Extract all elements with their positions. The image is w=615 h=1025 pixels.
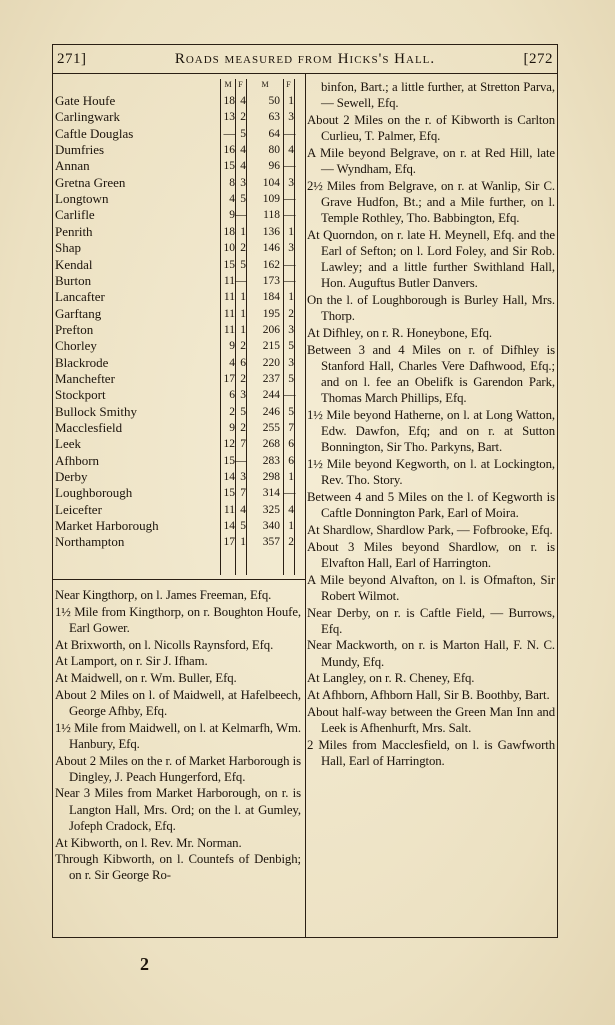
total-miles: 268 xyxy=(262,438,280,451)
total-furlongs: 2 xyxy=(288,536,294,549)
place-name: Derby xyxy=(55,469,88,485)
table-row xyxy=(55,534,305,550)
furlongs: — xyxy=(235,454,247,467)
table-row xyxy=(55,322,305,338)
miles: 4 xyxy=(229,193,235,206)
furlongs: 1 xyxy=(240,225,246,238)
table-row xyxy=(55,436,305,452)
total-furlongs: 4 xyxy=(288,144,294,157)
place-name: Penrith xyxy=(55,223,93,239)
furlongs: 5 xyxy=(240,127,246,140)
total-miles: 118 xyxy=(263,209,280,222)
total-miles: 63 xyxy=(268,111,280,124)
col-head-miles: M xyxy=(224,80,232,89)
furlongs: 2 xyxy=(240,372,246,385)
note-entry: At Lamport, on r. Sir J. Ifham. xyxy=(55,654,208,669)
furlongs: 2 xyxy=(240,340,246,353)
furlongs: 6 xyxy=(240,356,246,369)
note-entry: About 2 Miles on the r. of Market Harborough is Dingley, J. Peach Hungerford, Efq. xyxy=(55,753,301,784)
furlongs: 2 xyxy=(240,111,246,124)
total-miles: 220 xyxy=(262,356,280,369)
total-furlongs: 1 xyxy=(288,225,294,238)
miles: 15 xyxy=(223,160,235,173)
total-furlongs: 5 xyxy=(288,372,294,385)
total-miles: 246 xyxy=(262,405,280,418)
miles: 12 xyxy=(223,438,235,451)
total-miles: 255 xyxy=(262,422,280,434)
note-entry: About 2 Miles on l. of Maidwell, at Hafelbeech, George Afhby, Efq. xyxy=(55,687,301,718)
miles: 15 xyxy=(223,487,235,500)
total-miles: 206 xyxy=(262,323,280,336)
note-continuation: binfon, Bart.; a little further, at Stretton Parva, — Sewell, Efq. xyxy=(321,80,555,111)
furlongs: 4 xyxy=(240,95,246,107)
place-name: Prefton xyxy=(55,321,94,337)
place-name: Leek xyxy=(55,436,81,452)
place-name: Carlingwark xyxy=(55,109,120,125)
furlongs: 2 xyxy=(240,242,246,255)
place-name: Burton xyxy=(55,272,92,288)
place-name: Blackrode xyxy=(55,354,109,370)
furlongs: 3 xyxy=(240,389,246,402)
total-furlongs: 1 xyxy=(288,95,294,107)
miles: 2 xyxy=(229,405,235,418)
furlongs: 4 xyxy=(240,144,246,157)
note-entry: At Afhborn, Afhborn Hall, Sir B. Boothby, Bart. xyxy=(307,688,550,703)
table-row xyxy=(55,240,305,256)
total-miles: 109 xyxy=(262,193,280,206)
place-name: Stockport xyxy=(55,387,106,403)
table-row xyxy=(55,338,305,354)
note-entry: At Quorndon, on r. late H. Meynell, Efq. and the Earl of Sefton; on l. Lord Foley, and Sir Rob. Lawley; and a little further Swithland Hall, Hon. Auguftus Butler Danvers. xyxy=(307,227,555,291)
note-entry: Near Derby, on r. is Caftle Field, — Burrows, Efq. xyxy=(307,605,555,636)
miles: 11 xyxy=(223,307,235,320)
total-miles: 244 xyxy=(262,389,280,402)
total-miles: 96 xyxy=(268,160,280,173)
miles: 9 xyxy=(229,422,235,434)
col-head-total-miles: M xyxy=(261,80,269,89)
table-row xyxy=(55,93,305,109)
place-name: Northampton xyxy=(55,534,125,550)
place-name: Bullock Smithy xyxy=(55,403,137,419)
table-row xyxy=(55,453,305,469)
note-entry: Through Kibworth, on l. Countefs of Denbigh; on r. Sir George Ro- xyxy=(55,852,301,883)
total-furlongs: 1 xyxy=(288,291,294,304)
note-entry: At Maidwell, on r. Wm. Buller, Efq. xyxy=(55,671,237,686)
miles: 9 xyxy=(229,209,235,222)
miles: 16 xyxy=(223,144,235,157)
total-miles: 64 xyxy=(268,127,280,140)
furlongs: 3 xyxy=(240,176,246,189)
note-entry: 1½ Mile from Kingthorp, on r. Boughton Houfe, Earl Gower. xyxy=(55,604,301,635)
total-furlongs: 3 xyxy=(288,356,294,369)
furlongs: 2 xyxy=(240,422,246,434)
total-miles: 237 xyxy=(262,372,280,385)
total-furlongs: 6 xyxy=(288,454,294,467)
furlongs: 3 xyxy=(240,471,246,484)
place-name: Market Harborough xyxy=(55,518,159,534)
table-row xyxy=(55,273,305,289)
note-entry: About 2 Miles on the r. of Kibworth is Carlton Curlieu, T. Palmer, Efq. xyxy=(307,112,555,144)
total-miles: 104 xyxy=(262,176,280,189)
miles: 6 xyxy=(229,389,235,402)
total-furlongs: — xyxy=(284,258,296,271)
furlongs: 7 xyxy=(240,487,246,500)
table-bottom-rule xyxy=(53,579,305,580)
note-entry: Between 4 and 5 Miles on the l. of Kegworth is Caftle Donnington Park, Earl of Moira. xyxy=(307,490,555,521)
place-name: Chorley xyxy=(55,338,97,354)
total-furlongs: 2 xyxy=(288,307,294,320)
note-entry: At Difhley, on r. R. Honeybone, Efq. xyxy=(307,326,493,341)
place-name: Caftle Douglas xyxy=(55,125,134,141)
miles: 11 xyxy=(223,291,235,304)
total-furlongs: 5 xyxy=(288,405,294,418)
note-entry: Near 3 Miles from Market Harborough, on r. is Langton Hall, Mrs. Ord; on the l. at Gumley, Jofeph Cradock, Efq. xyxy=(55,786,301,833)
place-name: Dumfries xyxy=(55,142,105,158)
furlongs: — xyxy=(235,274,247,287)
miles: 8 xyxy=(229,176,235,189)
place-name: Afhborn xyxy=(55,452,100,468)
place-name: Shap xyxy=(55,240,81,256)
total-furlongs: — xyxy=(284,193,296,206)
furlongs: 4 xyxy=(240,160,246,173)
table-row xyxy=(55,158,305,174)
place-name: Garftang xyxy=(55,305,102,321)
note-entry: Between 3 and 4 Miles on r. of Difhley is Stanford Hall, Charles Vere Dafhwood, Efq.; and on l. fee an Obelifk is Garendon Park, Thomas March Phillips, Efq. xyxy=(307,342,555,406)
table-row xyxy=(55,518,305,534)
total-miles: 162 xyxy=(262,258,280,271)
note-entry: A Mile beyond Belgrave, on r. at Red Hill, late — Wyndham, Efq. xyxy=(307,145,555,177)
furlongs: 5 xyxy=(240,520,246,533)
note-entry: 1½ Mile beyond Kegworth, on l. at Lockington, Rev. Tho. Story. xyxy=(307,457,555,488)
note-entry: 2 Miles from Macclesfield, on l. is Gawfworth Hall, Earl of Harrington. xyxy=(307,737,555,768)
table-row xyxy=(55,306,305,322)
total-furlongs: 6 xyxy=(288,438,294,451)
miles: 17 xyxy=(223,372,235,385)
table-row xyxy=(55,289,305,305)
furlongs: — xyxy=(235,209,247,222)
note-entry: 1½ Mile from Maidwell, on l. at Kelmarfh, Wm. Hanbury, Efq. xyxy=(55,720,301,751)
page-frame xyxy=(52,44,558,938)
miles: 18 xyxy=(223,95,235,107)
miles: 13 xyxy=(223,111,235,124)
table-row xyxy=(55,109,305,125)
furlongs: 4 xyxy=(240,503,246,516)
total-furlongs: — xyxy=(284,389,296,402)
col-head-total-furlongs: F xyxy=(286,80,291,89)
total-miles: 173 xyxy=(262,274,280,287)
signature-mark: 2 xyxy=(140,954,149,974)
furlongs: 1 xyxy=(240,536,246,549)
place-name: Macclesfield xyxy=(55,420,123,435)
total-furlongs: 7 xyxy=(288,422,294,434)
right-notes xyxy=(307,79,555,770)
total-miles: 283 xyxy=(262,454,280,467)
furlongs: 1 xyxy=(240,323,246,336)
total-miles: 146 xyxy=(262,242,280,255)
table-row xyxy=(55,355,305,371)
furlongs: 1 xyxy=(240,291,246,304)
miles: 14 xyxy=(223,471,235,484)
miles: 4 xyxy=(229,356,235,369)
table-row xyxy=(55,387,305,403)
total-furlongs: 1 xyxy=(288,520,294,533)
note-entry: At Shardlow, Shardlow Park, — Fofbrooke, Efq. xyxy=(307,522,553,537)
total-miles: 50 xyxy=(268,95,280,107)
total-miles: 195 xyxy=(262,307,280,320)
miles: — xyxy=(223,127,235,140)
total-miles: 314 xyxy=(262,487,280,500)
total-miles: 136 xyxy=(262,225,280,238)
total-miles: 298 xyxy=(262,471,280,484)
left-notes xyxy=(55,587,301,884)
table-row xyxy=(55,371,305,387)
total-furlongs: 3 xyxy=(288,176,294,189)
note-entry: A Mile beyond Alvafton, on l. is Ofmafton, Sir Robert Wilmot. xyxy=(307,572,555,603)
place-name: Carlifle xyxy=(55,207,95,223)
running-header xyxy=(53,45,557,74)
table-row xyxy=(55,224,305,240)
furlongs: 5 xyxy=(240,258,246,271)
place-name: Loughborough xyxy=(55,485,133,501)
note-entry: About half-way between the Green Man Inn and Leek is Afhenhurft, Mrs. Salt. xyxy=(307,704,555,735)
table-row xyxy=(55,420,305,436)
running-title: Roads measured from Hicks's Hall. xyxy=(174,51,436,67)
miles: 18 xyxy=(223,225,235,238)
table-row xyxy=(55,175,305,191)
total-furlongs: 3 xyxy=(288,242,294,255)
left-page-number: 271] xyxy=(57,51,87,67)
place-name: Kendal xyxy=(55,256,93,272)
total-furlongs: — xyxy=(284,209,296,222)
note-entry: About 3 Miles beyond Shardlow, on r. is Elvafton Hall, Earl of Harrington. xyxy=(307,539,555,570)
furlongs: 1 xyxy=(240,307,246,320)
table-row xyxy=(55,142,305,158)
note-entry: Near Kingthorp, on l. James Freeman, Efq. xyxy=(55,588,272,602)
column-divider xyxy=(305,73,306,937)
total-miles: 325 xyxy=(262,503,280,516)
total-furlongs: 4 xyxy=(288,503,294,516)
place-name: Gate Houfe xyxy=(55,93,116,108)
total-furlongs: — xyxy=(284,127,296,140)
table-row xyxy=(55,502,305,518)
note-entry: At Langley, on r. R. Cheney, Efq. xyxy=(307,671,475,686)
place-name: Gretna Green xyxy=(55,174,126,190)
table-row xyxy=(55,469,305,485)
total-miles: 357 xyxy=(262,536,280,549)
table-row xyxy=(55,207,305,223)
table-row xyxy=(55,191,305,207)
furlongs: 5 xyxy=(240,193,246,206)
miles: 15 xyxy=(223,258,235,271)
miles: 15 xyxy=(223,454,235,467)
table-row xyxy=(55,485,305,501)
place-name: Manchefter xyxy=(55,370,115,386)
furlongs: 7 xyxy=(240,438,246,451)
place-name: Leicefter xyxy=(55,501,102,517)
table-row xyxy=(55,126,305,142)
col-head-furlongs: F xyxy=(238,80,243,89)
distance-table xyxy=(55,79,305,575)
table-row xyxy=(55,404,305,420)
note-entry: Near Mackworth, on r. is Marton Hall, F. N. C. Mundy, Efq. xyxy=(307,638,555,669)
miles: 10 xyxy=(223,242,235,255)
total-miles: 215 xyxy=(262,340,280,353)
note-entry: 2½ Miles from Belgrave, on r. at Wanlip, Sir C. Grave Hudfon, Bt.; and a Mile further, on l. Temple Rothley, Tho. Babbington, Efq. xyxy=(307,178,555,226)
miles: 11 xyxy=(223,274,235,287)
total-furlongs: — xyxy=(284,487,296,500)
total-miles: 340 xyxy=(262,520,280,533)
miles: 14 xyxy=(223,520,235,533)
miles: 11 xyxy=(223,503,235,516)
furlongs: 5 xyxy=(240,405,246,418)
total-furlongs: 3 xyxy=(288,111,294,124)
total-furlongs: 1 xyxy=(288,471,294,484)
note-entry: 1½ Mile beyond Hatherne, on l. at Long Watton, Edw. Dawfon, Efq; and on r. at Sutton Bonnington, Sir Tho. Parkyns, Bart. xyxy=(307,408,555,455)
total-furlongs: 3 xyxy=(288,323,294,336)
table-row xyxy=(55,257,305,273)
right-page-number: [272 xyxy=(523,51,553,67)
note-entry: At Kibworth, on l. Rev. Mr. Norman. xyxy=(55,835,242,850)
total-furlongs: 5 xyxy=(288,340,294,353)
note-entry: At Brixworth, on l. Nicolls Raynsford, Efq. xyxy=(55,637,274,652)
miles: 11 xyxy=(223,323,235,336)
total-furlongs: — xyxy=(284,274,296,287)
place-name: Longtown xyxy=(55,191,109,207)
total-miles: 184 xyxy=(262,291,280,304)
place-name: Lancafter xyxy=(55,289,105,305)
place-name: Annan xyxy=(55,158,90,174)
miles: 9 xyxy=(229,340,235,353)
total-miles: 80 xyxy=(268,144,280,157)
miles: 17 xyxy=(223,536,235,549)
note-entry: On the l. of Loughborough is Burley Hall, Mrs. Thorp. xyxy=(307,293,555,324)
total-furlongs: — xyxy=(284,160,296,173)
